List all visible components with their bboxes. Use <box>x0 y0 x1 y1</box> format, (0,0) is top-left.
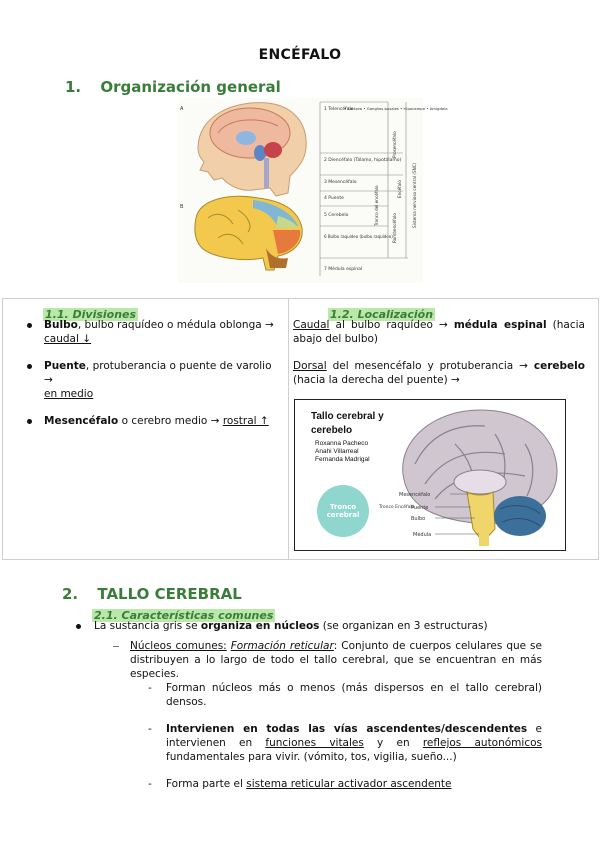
svg-text:Prosencéfalo: Prosencéfalo <box>392 131 397 158</box>
svg-text:6 Bulbo raquídeo (bulbo raquíd: 6 Bulbo raquídeo (bulbo raquídeo) <box>324 234 393 239</box>
list-item <box>27 359 282 401</box>
section-2-heading <box>62 585 242 603</box>
svg-text:3 Mesencéfalo: 3 Mesencéfalo <box>324 180 357 185</box>
subitem-underline: sistema reticular activador ascendente <box>246 778 452 790</box>
subitem-text: Forman núcleos más o menos (más dispersos en el tallo cerebral) densos. <box>166 682 542 708</box>
localization-bold: médula espinal <box>453 319 547 331</box>
localization-paragraph-1 <box>293 318 585 346</box>
card-authors <box>315 440 370 464</box>
author: Anahi Villarreal <box>315 448 359 455</box>
svg-text:4 Puente: 4 Puente <box>324 196 344 201</box>
bullet-icon <box>27 364 32 369</box>
divisions-heading-text: 1.1. Divisiones <box>45 308 137 321</box>
subitem-bold: Intervienen en todas las vías ascendentes/descendentes <box>166 723 528 735</box>
localization-text <box>293 318 585 387</box>
svg-text:• Corteza • Ganglios basales •: • Corteza • Ganglios basales • Hipocampo • Amígdala <box>344 106 448 111</box>
text-a: La sustancia gris se <box>94 620 201 632</box>
subitem-text: fundamentales para vivir. (vómito, tos, vigilia, sueño...) <box>166 751 457 763</box>
list-item <box>27 318 282 346</box>
dash-icon: - <box>148 778 152 790</box>
bullet-icon <box>27 323 32 328</box>
svg-text:Encéfalo: Encéfalo <box>397 180 402 198</box>
division-name: Puente <box>44 360 86 372</box>
section-2-1-heading-text: 2.1. Características comunes <box>94 609 274 622</box>
subitem-text: : Conjunto de cuerpos celulares que se distribuyen a lo largo de todo el tallo cerebral, que se encuentran en más especies. <box>130 640 542 680</box>
subitem-text: Forma parte el <box>166 778 247 790</box>
card-title-line-2: cerebelo <box>311 425 353 436</box>
bullet-icon <box>27 419 32 424</box>
division-text: , protuberancia o puente de varolio → <box>44 360 272 386</box>
document-title: ENCÉFALO <box>258 47 342 63</box>
svg-text:2 Diencéfalo (Tálamo, hipotála: 2 Diencéfalo (Tálamo, hipotálamo) <box>324 158 402 163</box>
localization-text-c: (hacia la derecha del puente) → <box>293 374 460 386</box>
svg-text:7 Médula espinal: 7 Médula espinal <box>324 267 363 272</box>
localization-heading-text: 1.2. Localización <box>330 308 434 321</box>
tag-puente: Puente <box>411 505 429 511</box>
section-1-heading <box>65 78 281 96</box>
division-position: caudal ↓ <box>44 333 92 345</box>
text-bold: organiza en núcleos <box>200 620 320 632</box>
localization-paragraph-2 <box>293 359 585 387</box>
localization-bold: cerebelo <box>533 360 585 372</box>
subitem-text: e intervienen en <box>166 723 542 749</box>
tag-mesencefalo: Mesencéfalo <box>399 492 431 498</box>
svg-text:B: B <box>180 204 184 210</box>
localization-text-a: del mesencéfalo y protuberancia → <box>326 360 534 372</box>
subitem-underline: funciones vitales <box>265 737 364 749</box>
division-name: Mesencéfalo <box>44 415 119 427</box>
svg-text:5 Cerebelo: 5 Cerebelo <box>324 213 349 218</box>
list-item <box>27 414 282 428</box>
section-1-number: 1. <box>65 78 82 96</box>
subitem-italic: Formación reticular <box>230 640 334 652</box>
subitem-text: y en <box>363 737 423 749</box>
subitem-underline: reflejos autonómicos <box>422 737 542 749</box>
brain-organization-illustration <box>178 98 448 283</box>
svg-text:Rombencéfalo: Rombencéfalo <box>392 213 397 243</box>
table-divider <box>288 299 289 559</box>
tag-tronco: Tronco Encéfalo <box>379 505 415 510</box>
brain-sagittal-illustration <box>379 404 561 546</box>
section-2-number: 2. <box>62 585 79 603</box>
section-2-body <box>76 619 546 791</box>
svg-text:Sistema nervioso central (SNC): Sistema nervioso central (SNC) <box>412 162 417 228</box>
text-c: (se organizan en 3 estructuras) <box>319 620 488 632</box>
subitem-underline: Núcleos comunes: <box>130 640 227 652</box>
section-1-title: Organización general <box>100 78 281 96</box>
division-text: o cerebro medio → <box>118 415 220 427</box>
list-item <box>148 722 542 764</box>
circle-label-1: Tronco <box>329 503 357 511</box>
localization-text-a: al bulbo raquídeo → <box>329 319 454 331</box>
list-item <box>148 681 542 709</box>
brainstem-circle <box>317 485 369 537</box>
localization-term: Caudal <box>293 319 330 331</box>
card-title <box>311 410 384 438</box>
division-position: en medio <box>44 388 94 400</box>
division-name: Bulbo <box>44 319 78 331</box>
brain-organization-figure <box>178 98 448 283</box>
svg-text:Tronco del encéfalo: Tronco del encéfalo <box>374 185 379 226</box>
tag-medula: Médula <box>413 532 432 538</box>
section-2-title: TALLO CEREBRAL <box>97 585 242 603</box>
dash-icon: - <box>148 723 152 735</box>
svg-text:A: A <box>180 106 184 112</box>
list-item <box>76 619 546 633</box>
list-item <box>130 639 542 681</box>
divisions-table <box>2 298 599 560</box>
svg-text:1 Telencéfalo: 1 Telencéfalo <box>324 107 354 112</box>
card-title-line-1: Tallo cerebral y <box>311 411 384 422</box>
localization-text-c: (hacia abajo del bulbo) <box>293 319 585 345</box>
divisions-list <box>27 318 282 428</box>
author: Roxanna Pacheco <box>315 440 369 447</box>
localization-term: Dorsal <box>293 360 327 372</box>
tag-bulbo: Bulbo <box>411 516 426 522</box>
circle-label-2: cerebral <box>326 511 360 519</box>
division-text: , bulbo raquídeo o médula oblonga → <box>77 319 274 331</box>
list-item <box>148 777 542 791</box>
dash-icon: - <box>148 682 152 694</box>
brainstem-cerebellum-card <box>294 399 566 551</box>
dash-icon <box>113 646 119 647</box>
bullet-icon <box>76 624 81 629</box>
division-position: rostral ↑ <box>222 415 269 427</box>
author: Fernanda Madrigal <box>315 456 370 463</box>
